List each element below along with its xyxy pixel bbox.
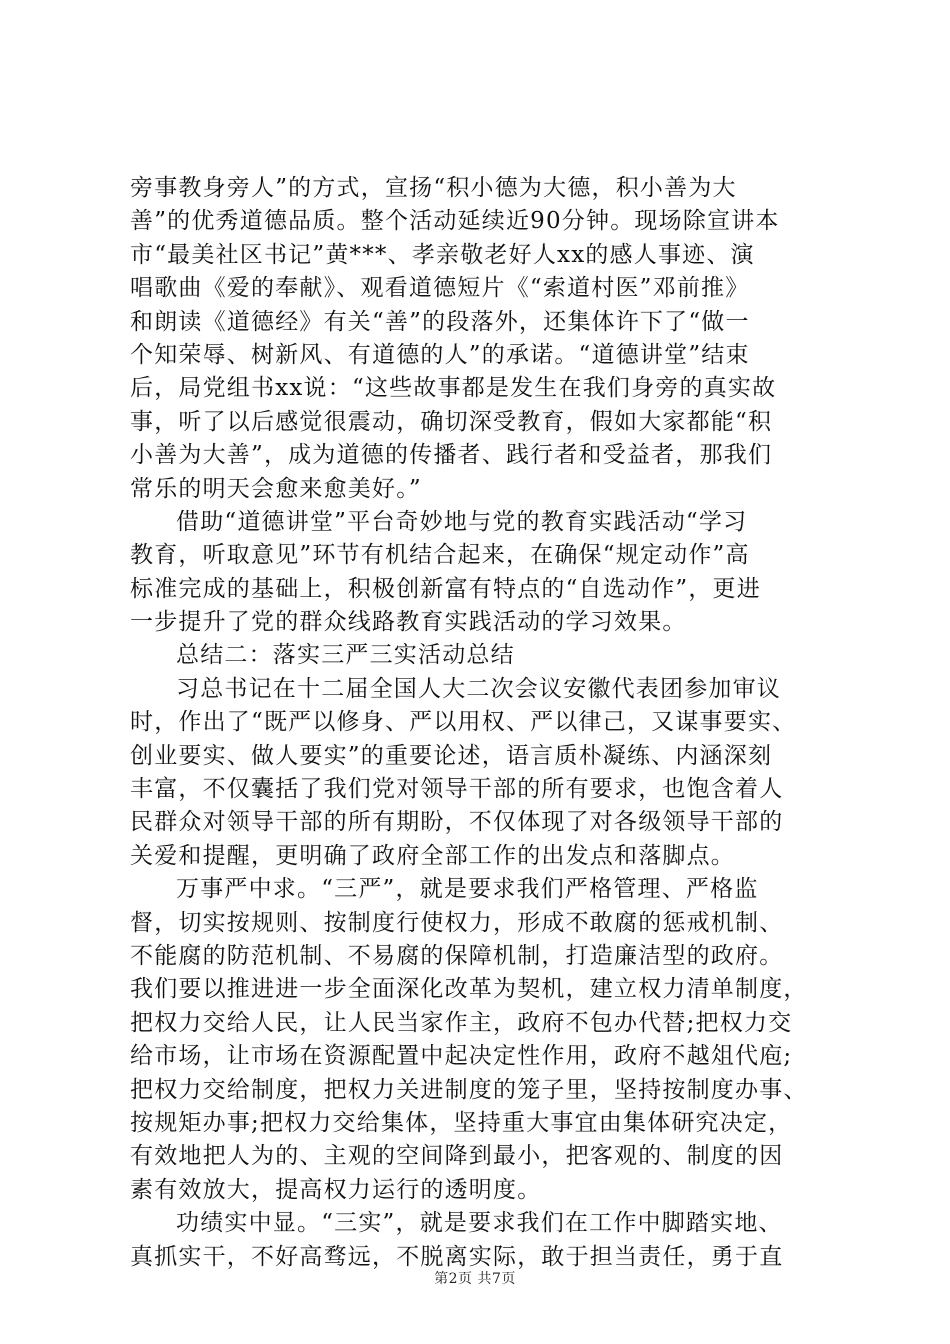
text-line: 真抓实干，不好高骛远，不脱离实际，敢于担当责任，勇于直 (130, 1243, 784, 1270)
text-line: 善”的优秀道德品质。整个活动延续近90分钟。现场除宣讲本 (130, 208, 780, 235)
text-line: 唱歌曲《爱的奉献》、观看道德短片《“索道村医”邓前推》 (130, 275, 750, 302)
text-line: 民群众对领导干部的所有期盼，不仅体现了对各级领导干部的 (130, 809, 784, 836)
text-line: 把权力交给人民，让人民当家作主，政府不包办代替;把权力交 (130, 1009, 793, 1036)
text-line: 和朗读《道德经》有关“善”的段落外，还集体许下了“做一 (130, 308, 750, 335)
text-line: 按规矩办事;把权力交给集体，坚持重大事宜由集体研究决定， (130, 1109, 793, 1136)
text-line: 关爱和提醒，更明确了政府全部工作的出发点和落脚点。 (130, 842, 735, 869)
text-line: 教育，听取意见”环节有机结合起来，在确保“规定动作”高 (130, 542, 750, 569)
text-line: 我们要以推进进一步全面深化改革为契机，建立权力清单制度， (130, 976, 808, 1003)
text-line: 督，切实按规则、按制度行使权力，形成不敢腐的惩戒机制、 (130, 909, 784, 936)
text-line: 万事严中求。“三严”，就是要求我们严格管理、严格监 (176, 876, 759, 903)
page-footer (0, 1268, 950, 1288)
text-line: 小善为大善”，成为道德的传播者、践行者和受益者，那我们 (130, 442, 773, 469)
text-line: 不能腐的防范机制、不易腐的保障机制，打造廉洁型的政府。 (130, 942, 784, 969)
text-line: 习总书记在十二届全国人大二次会议安徽代表团参加审议 (176, 675, 781, 702)
text-line: 旁事教身旁人”的方式，宣扬“积小德为大德，积小善为大 (130, 175, 737, 201)
text-line: 个知荣辱、树新风、有道德的人”的承诺。“道德讲堂”结束 (130, 341, 750, 368)
text-line: 标准完成的基础上，积极创新富有特点的“自选动作”，更进 (130, 575, 761, 602)
text-line: 把权力交给制度，把权力关进制度的笼子里，坚持按制度办事、 (130, 1076, 808, 1103)
text-line: 有效地把人为的、主观的空间降到最小，把客观的、制度的因 (130, 1143, 784, 1170)
text-line: 创业要实、做人要实”的重要论述，语言质朴凝练、内涵深刻 (130, 742, 773, 769)
page-number: 第2页 共7页 (434, 1271, 516, 1287)
text-line: 一步提升了党的群众线路教育实践活动的学习效果。 (130, 609, 687, 636)
document-body (130, 172, 830, 1274)
text-line: 事，听了以后感觉很震动，确切深受教育，假如大家都能“积 (130, 408, 773, 435)
text-line: 时，作出了“既严以修身、严以用权、严以律己，又谋事要实、 (130, 709, 797, 736)
text-line: 丰富，不仅囊括了我们党对领导干部的所有要求，也饱含着人 (130, 776, 784, 803)
text-line: 给市场，让市场在资源配置中起决定性作用，政府不越俎代庖; (130, 1043, 793, 1070)
text-line: 总结二：落实三严三实活动总结 (176, 642, 515, 669)
text-line: 素有效放大，提高权力运行的透明度。 (130, 1176, 542, 1203)
text-line: 市“最美社区书记”黄***、孝亲敬老好人xx的感人事迹、演 (130, 241, 755, 268)
text-line: 后，局党组书xx说：“这些故事都是发生在我们身旁的真实故 (130, 375, 777, 402)
text-line: 常乐的明天会愈来愈美好。” (130, 475, 422, 502)
text-line: 借助“道德讲堂”平台奇妙地与党的教育实践活动“学习 (176, 508, 748, 535)
text-line: 功绩实中显。“三实”，就是要求我们在工作中脚踏实地、 (176, 1210, 783, 1237)
